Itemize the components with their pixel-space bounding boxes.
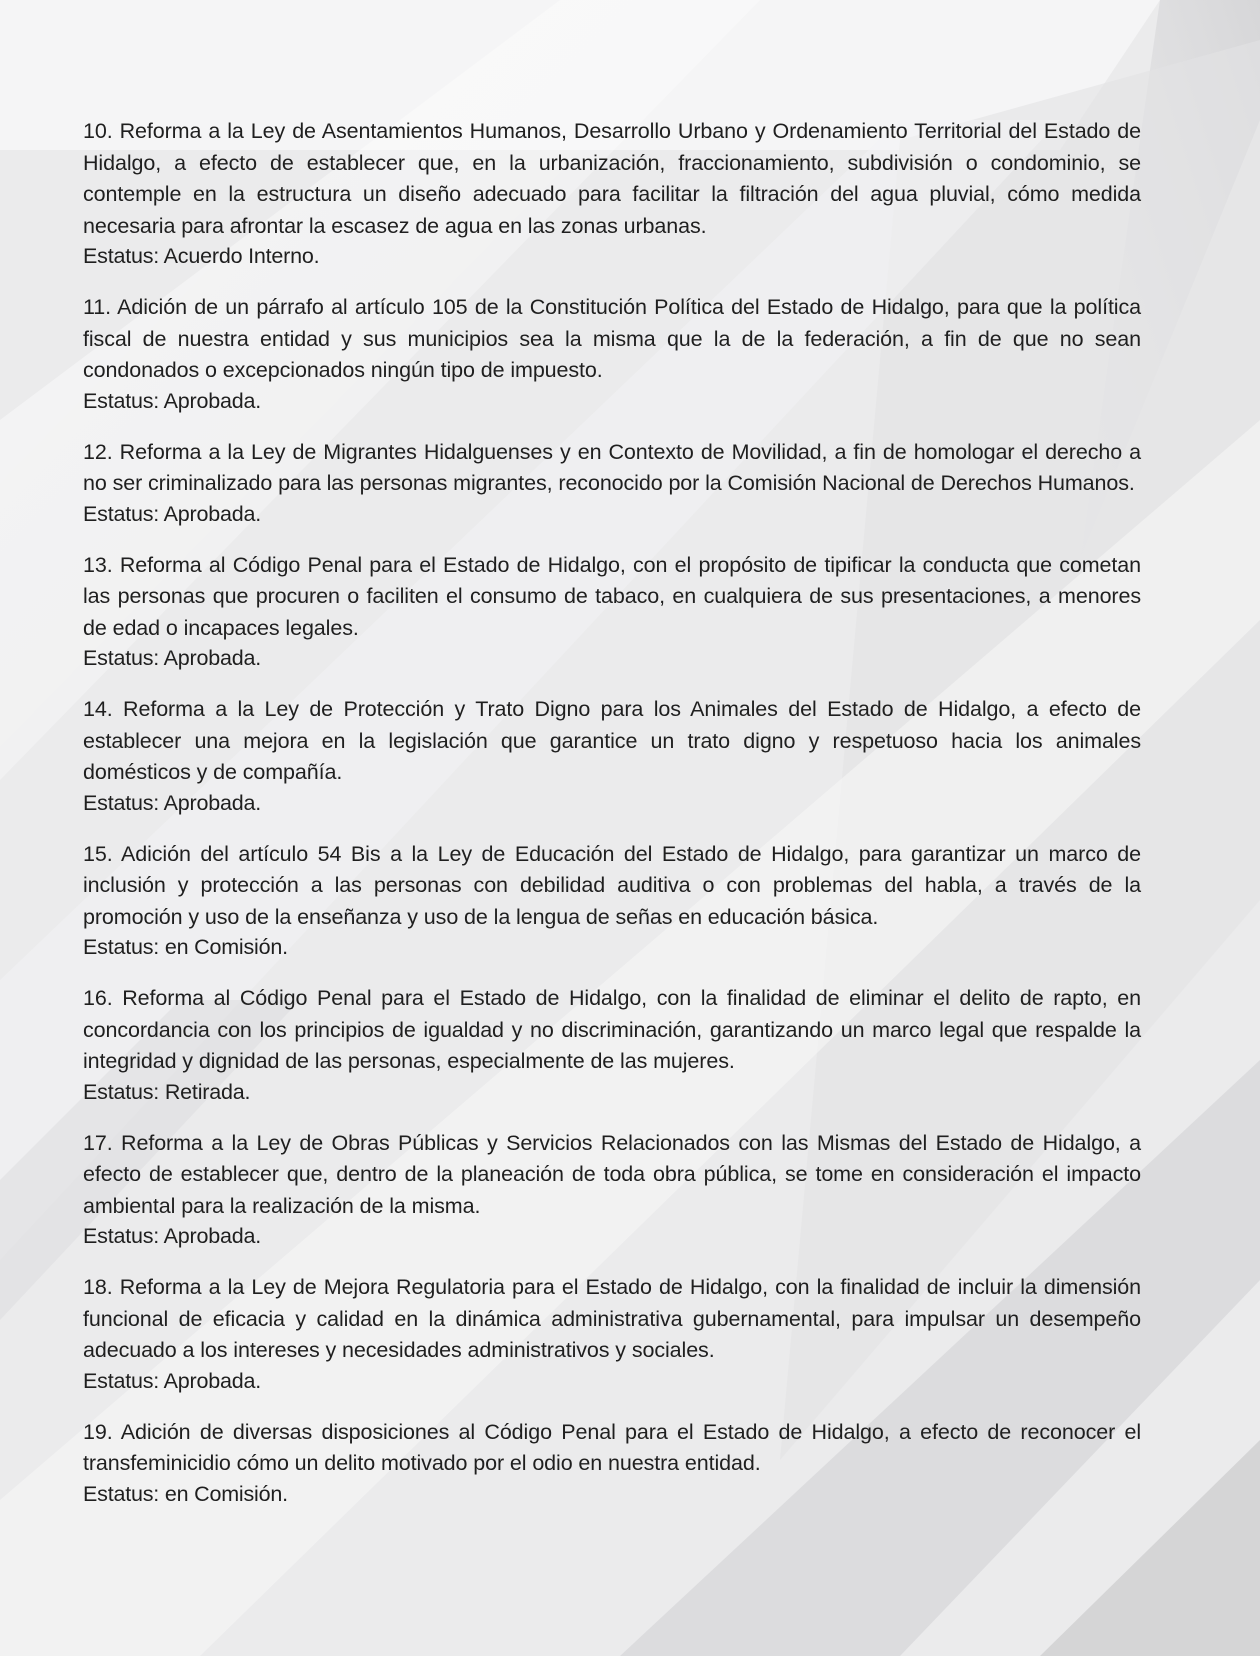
initiative-item-10 bbox=[83, 116, 1141, 270]
initiative-item-11 bbox=[83, 292, 1141, 415]
initiative-status: Estatus: Aprobada. bbox=[83, 388, 262, 413]
initiative-description: 17. Reforma a la Ley de Obras Públicas y Servicios Relacionados con las Mismas del Estado de Hidalgo, a efecto de establecer que, dentro de la planeación de toda obra pública, se tome en consideración el impacto ambiental para la realización de la misma. bbox=[83, 1130, 1141, 1218]
initiative-status: Estatus: Retirada. bbox=[83, 1079, 251, 1104]
initiative-description: 14. Reforma a la Ley de Protección y Trato Digno para los Animales del Estado de Hidalgo, a efecto de establecer una mejora en la legislación que garantice un trato digno y respetuoso hacia los animales domésticos y de compañía. bbox=[83, 697, 1141, 784]
initiative-description: 18. Reforma a la Ley de Mejora Regulatoria para el Estado de Hidalgo, con la finalidad de incluir la dimensión funcional de eficacia y calidad en la dinámica administrativa gubernamental, para impulsar un desempeño adecuado a los intereses y necesidades administrativos y sociales. bbox=[83, 1275, 1141, 1362]
initiative-item-12 bbox=[83, 437, 1141, 528]
initiative-description: 12. Reforma a la Ley de Migrantes Hidalguenses y en Contexto de Movilidad, a fin de homologar el derecho a no ser criminalizado para las personas migrantes, reconocido por la Comisión Nacional de Derechos Humanos. bbox=[83, 439, 1141, 495]
initiative-status: Estatus: Aprobada. bbox=[83, 501, 262, 526]
initiative-status: Estatus: Acuerdo Interno. bbox=[83, 244, 320, 268]
initiative-item-18 bbox=[83, 1272, 1141, 1395]
initiative-status: Estatus: Aprobada. bbox=[83, 646, 262, 670]
initiative-item-13 bbox=[83, 550, 1141, 673]
initiative-description: 13. Reforma al Código Penal para el Estado de Hidalgo, con el propósito de tipificar la conducta que cometan las personas que procuren o faciliten el consumo de tabaco, en cualquiera de sus presentaciones, a menores de edad o incapaces legales. bbox=[83, 552, 1141, 640]
initiative-description: 19. Adición de diversas disposiciones al Código Penal para el Estado de Hidalgo, a efecto de reconocer el transfeminicidio cómo un delito motivado por el odio en nuestra entidad. bbox=[83, 1419, 1141, 1475]
initiative-status: Estatus: Aprobada. bbox=[83, 1224, 262, 1248]
initiative-item-14 bbox=[83, 694, 1141, 817]
initiatives-list bbox=[83, 116, 1141, 1530]
initiative-item-16 bbox=[83, 983, 1141, 1106]
initiative-status: Estatus: Aprobada. bbox=[83, 790, 262, 815]
initiative-status: Estatus: en Comisión. bbox=[83, 935, 288, 959]
initiative-item-17 bbox=[83, 1128, 1141, 1251]
initiative-item-15 bbox=[83, 839, 1141, 962]
initiative-status: Estatus: Aprobada. bbox=[83, 1368, 262, 1393]
initiative-description: 16. Reforma al Código Penal para el Estado de Hidalgo, con la finalidad de eliminar el delito de rapto, en concordancia con los principios de igualdad y no discriminación, garantizando un marco legal que respalde la integridad y dignidad de las personas, especialmente de las mujeres. bbox=[83, 986, 1141, 1073]
initiative-status: Estatus: en Comisión. bbox=[83, 1481, 288, 1506]
initiative-description: 11. Adición de un párrafo al artículo 105 de la Constitución Política del Estado de Hidalgo, para que la política fiscal de nuestra entidad y sus municipios sea la misma que la de la federación, a fin de que no sean condonados o excepcionados ningún tipo de impuesto. bbox=[83, 295, 1141, 382]
initiative-item-19 bbox=[83, 1417, 1141, 1508]
initiative-description: 15. Adición del artículo 54 Bis a la Ley de Educación del Estado de Hidalgo, para garantizar un marco de inclusión y protección a las personas con debilidad auditiva o con problemas del habla, a través de la promoción y uso de la enseñanza y uso de la lengua de señas en educación básica. bbox=[83, 841, 1141, 929]
initiative-description: 10. Reforma a la Ley de Asentamientos Humanos, Desarrollo Urbano y Ordenamiento Territorial del Estado de Hidalgo, a efecto de establecer que, en la urbanización, fraccionamiento, subdivisión o condominio, se contemple en la estructura un diseño adecuado para facilitar la filtración del agua pluvial, cómo medida necesaria para afrontar la escasez de agua en las zonas urbanas. bbox=[83, 119, 1141, 238]
